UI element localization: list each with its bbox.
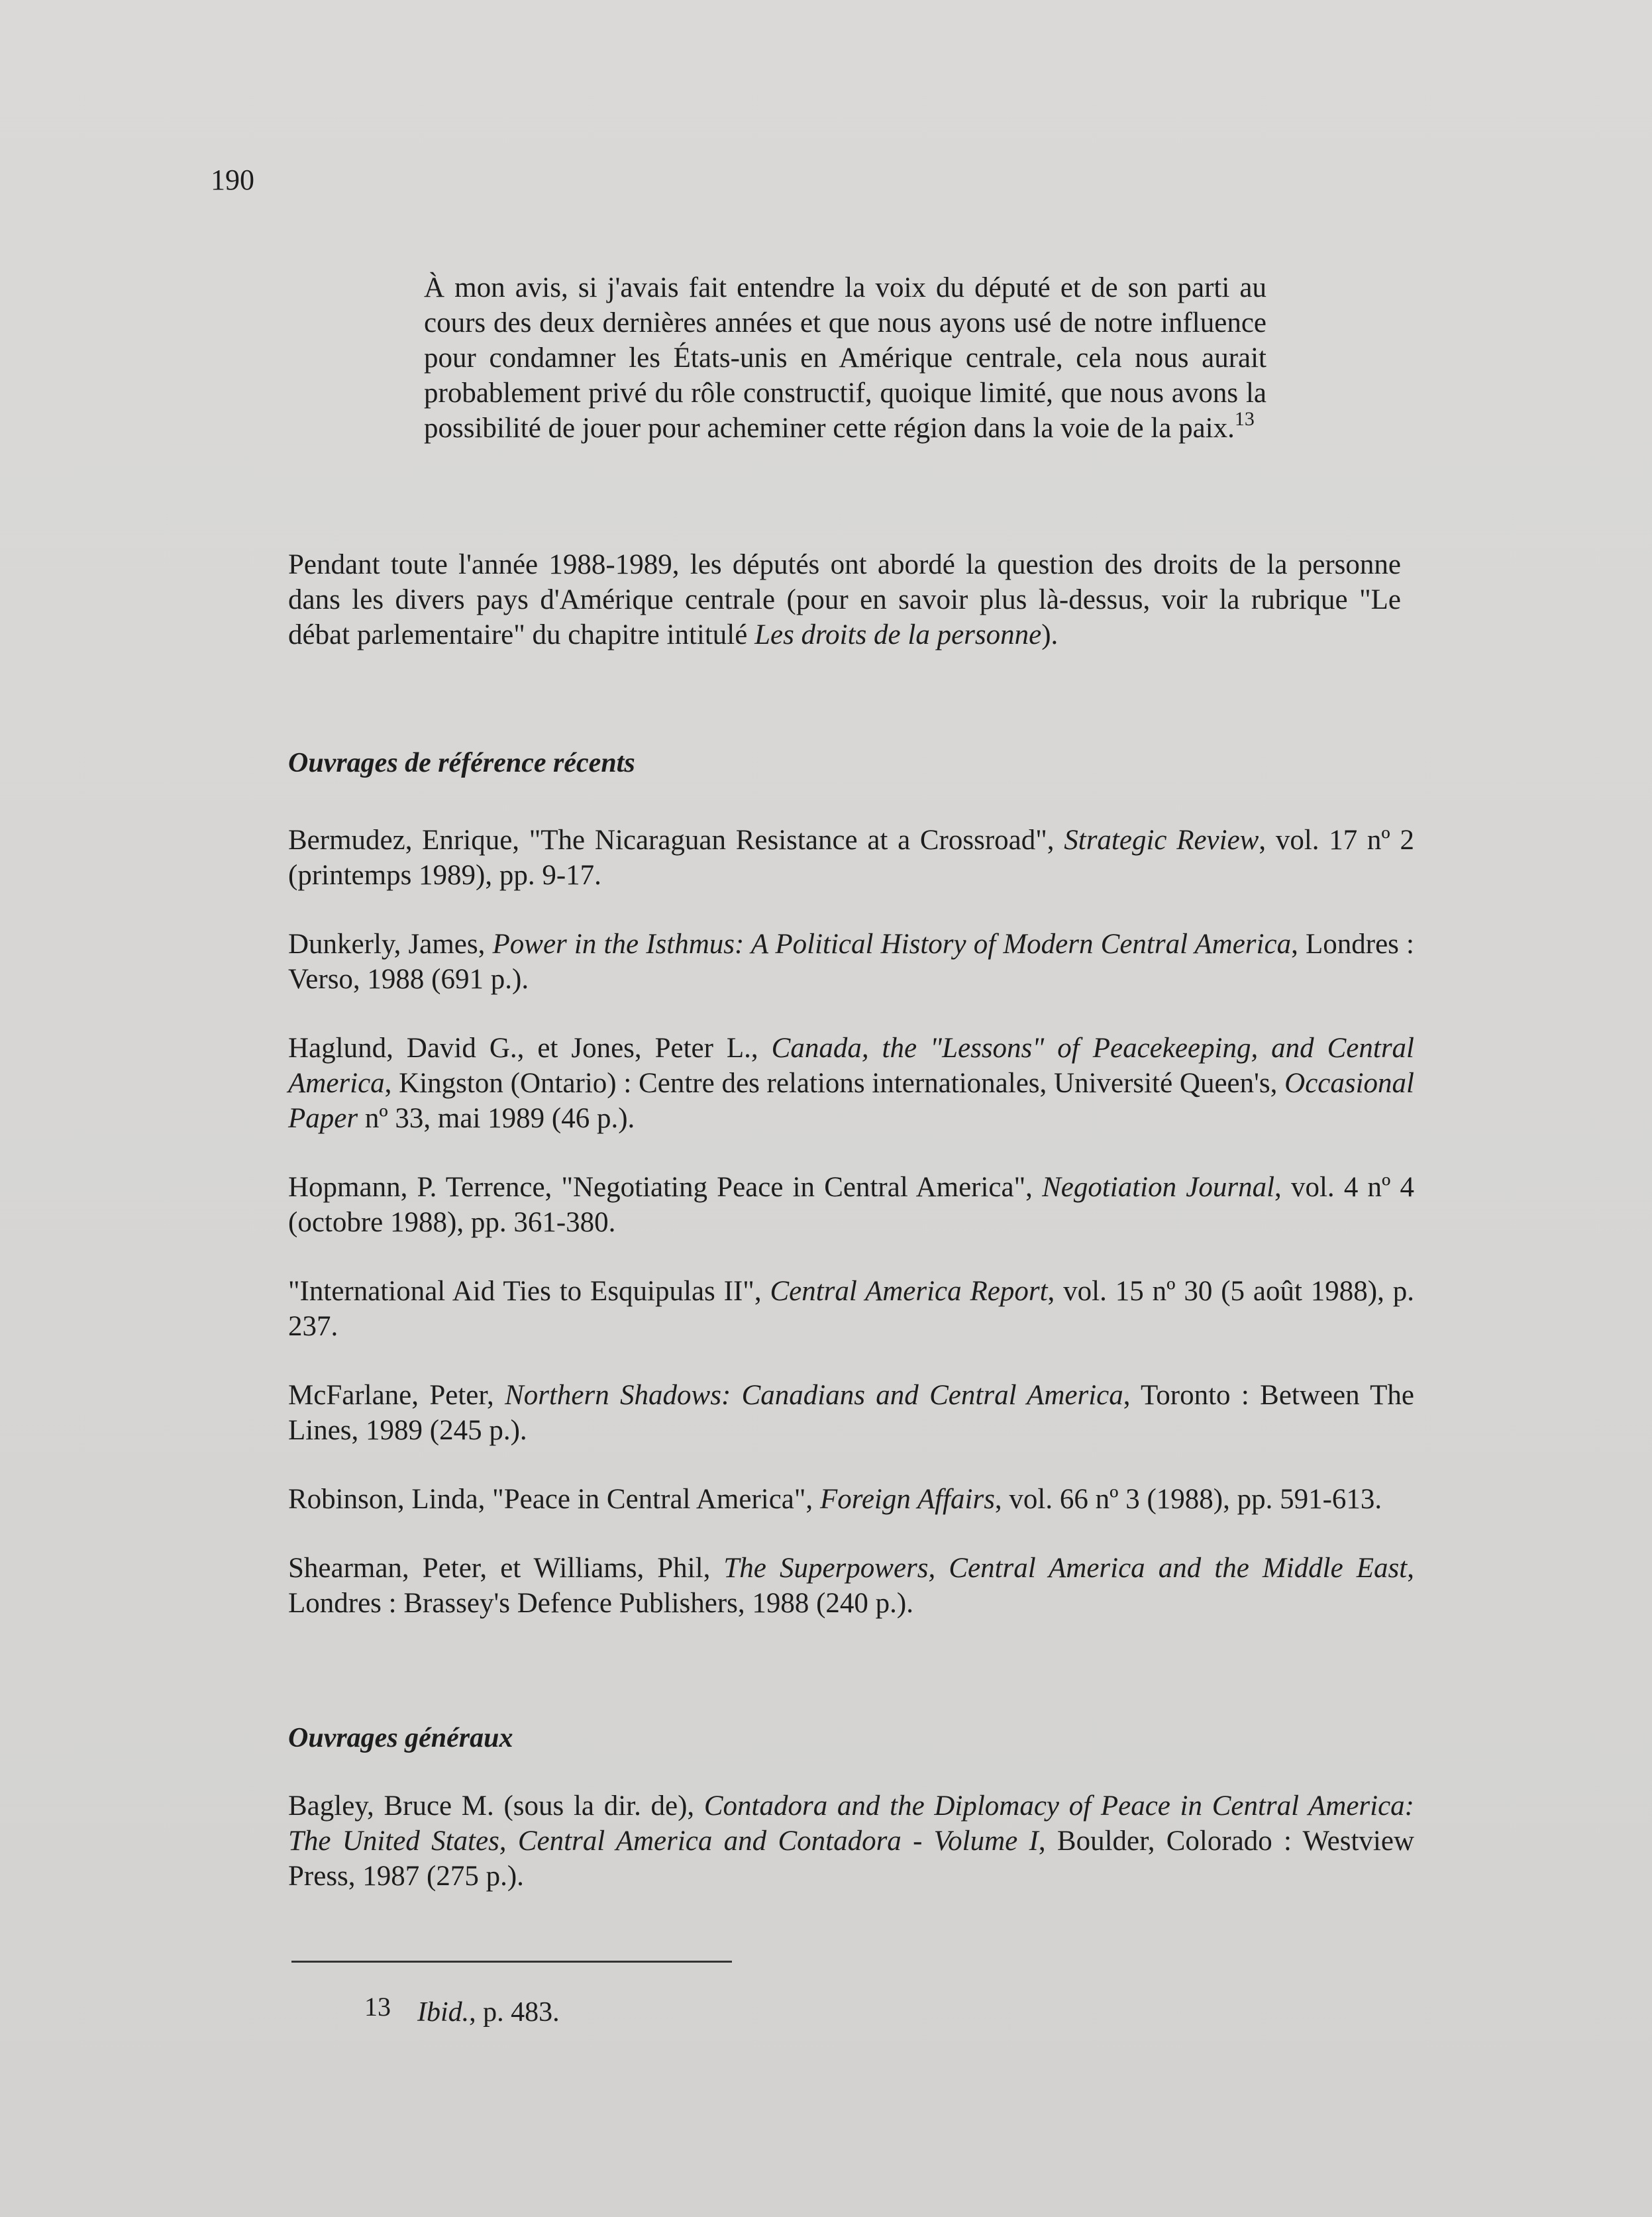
footnote-ibid: Ibid. xyxy=(417,1997,470,2028)
section-heading-recent: Ouvrages de référence récents xyxy=(288,748,635,778)
block-quote xyxy=(424,270,1266,446)
page-number: 190 xyxy=(211,164,254,196)
ref-details: , vol. 15 nº 30 (5 août 1988), p. 237. xyxy=(288,1276,1414,1342)
reference-list-general xyxy=(288,1788,1414,1928)
reference-item xyxy=(288,1788,1414,1894)
ref-author: "International Aid Ties to Esquipulas II", xyxy=(288,1276,770,1307)
reference-item xyxy=(288,1170,1414,1240)
ref-author: Bagley, Bruce M. (sous la dir. de), xyxy=(288,1790,704,1822)
ref-title: Central America Report xyxy=(770,1276,1048,1307)
reference-item xyxy=(288,1031,1414,1136)
chapter-title: Les droits de la personne xyxy=(754,619,1042,650)
ref-series: Occasional Paper xyxy=(288,1068,1414,1134)
reference-item xyxy=(288,1378,1414,1448)
ref-details: , Londres : Brassey's Defence Publishers, 1988 (240 p.). xyxy=(288,1553,1414,1619)
ref-details: , vol. 4 nº 4 (octobre 1988), pp. 361-380. xyxy=(288,1172,1414,1238)
ref-title: Northern Shadows: Canadians and Central America xyxy=(505,1380,1123,1411)
paragraph-end: ). xyxy=(1041,619,1058,650)
footnote-text: , p. 483. xyxy=(469,1997,560,2028)
body-paragraph xyxy=(288,547,1401,652)
ref-title: Strategic Review xyxy=(1064,825,1259,856)
ref-details: , Boulder, Colorado : Westview Press, 1987 (275 p.). xyxy=(288,1826,1414,1892)
ref-title: Canada, the "Lessons" of Peacekeeping, and Central America xyxy=(288,1033,1415,1099)
footnote-reference: 13 xyxy=(1234,408,1255,430)
ref-author: Hopmann, P. Terrence, "Negotiating Peace in Central America", xyxy=(288,1172,1043,1203)
section-heading-general: Ouvrages généraux xyxy=(288,1723,513,1753)
ref-author: Shearman, Peter, et Williams, Phil, xyxy=(288,1553,724,1584)
reference-item xyxy=(288,823,1414,893)
ref-details: , vol. 17 nº 2 (printemps 1989), pp. 9-17. xyxy=(288,825,1414,891)
reference-item xyxy=(288,927,1414,997)
ref-title: Power in the Isthmus: A Political History of Modern Central America xyxy=(492,929,1292,960)
reference-item xyxy=(288,1274,1414,1344)
paragraph-text: Pendant toute l'année 1988-1989, les députés ont abordé la question des droits de la personne dans les divers pays d'Amérique centrale (pour en savoir plus là-dessus, voir la rubrique "Le débat parlementaire" du chapitre intitulé xyxy=(288,549,1401,650)
ref-author: McFarlane, Peter, xyxy=(288,1380,505,1411)
ref-author: Bermudez, Enrique, "The Nicaraguan Resistance at a Crossroad", xyxy=(288,825,1064,856)
ref-title: Negotiation Journal xyxy=(1042,1172,1275,1203)
ref-title: Foreign Affairs xyxy=(819,1484,995,1515)
footnote-separator xyxy=(291,1961,732,1963)
footnote xyxy=(364,1989,560,2030)
ref-details: , Londres : Verso, 1988 (691 p.). xyxy=(288,929,1414,995)
ref-author: Dunkerly, James, xyxy=(288,929,493,960)
ref-details-2: nº 33, mai 1989 (46 p.). xyxy=(358,1103,635,1134)
ref-details: , Kingston (Ontario) : Centre des relations internationales, Université Queen's, xyxy=(384,1068,1285,1099)
ref-details: , vol. 66 nº 3 (1988), pp. 591-613. xyxy=(994,1484,1382,1515)
quote-text: À mon avis, si j'avais fait entendre la voix du député et de son parti au cours des deux dernières années et que nous ayons usé de notre influence pour condamner les États-unis en Amérique centrale, cela nous aurait probablement privé du rôle constructif, quoique limité, que nous avons la possibilité de jouer pour acheminer cette région dans la voie de la paix. xyxy=(424,272,1266,444)
reference-item xyxy=(288,1551,1414,1621)
ref-author: Haglund, David G., et Jones, Peter L., xyxy=(288,1033,772,1064)
footnote-number: 13 xyxy=(364,1992,391,2022)
ref-details: , Toronto : Between The Lines, 1989 (245 p.). xyxy=(288,1380,1414,1446)
ref-author: Robinson, Linda, "Peace in Central America", xyxy=(288,1484,820,1515)
ref-title: Contadora and the Diplomacy of Peace in Central America: The United States, Central America and Contadora - Volume I xyxy=(288,1790,1414,1857)
reference-list-recent xyxy=(288,823,1414,1655)
reference-item xyxy=(288,1482,1414,1517)
ref-title: The Superpowers, Central America and the Middle East xyxy=(723,1553,1408,1584)
